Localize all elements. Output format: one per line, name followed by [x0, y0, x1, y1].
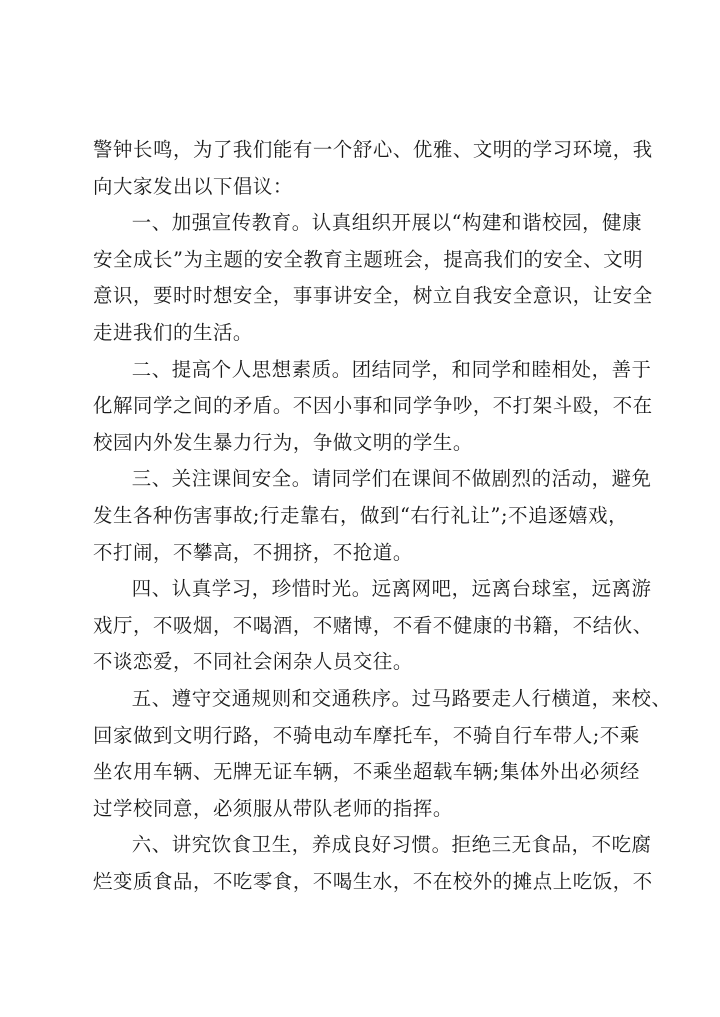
text-line: 化解同学之间的矛盾。不因小事和同学争吵，不打架斗殴，不在: [93, 394, 653, 418]
text-line: 烂变质食品，不吃零食，不喝生水，不在校外的摊点上吃饭，不: [93, 869, 653, 893]
document-body: [93, 132, 672, 900]
text-line: 安全成长”为主题的安全教育主题班会，提高我们的安全、文明: [93, 247, 644, 271]
text-line: 不打闹，不攀高，不拥挤，不抢道。: [93, 540, 413, 564]
paragraph-proposal-6: [93, 827, 653, 900]
text-line: 二、提高个人思想素质。团结同学，和同学和睦相处，善于: [131, 357, 652, 381]
text-line: 戏厅，不吸烟，不喝酒，不赌博，不看不健康的书籍，不结伙、: [93, 613, 653, 637]
text-line: 一、加强宣传教育。认真组织开展以“构建和谐校园，健康: [131, 211, 643, 235]
text-line: 警钟长鸣，为了我们能有一个舒心、优雅、文明的学习环境，我: [93, 138, 653, 161]
text-line: 意识，要时时想安全，事事讲安全，树立自我安全意识，让安全: [93, 284, 653, 308]
text-line: 四、认真学习，珍惜时光。远离网吧，远离台球室，远离游: [131, 577, 652, 601]
paragraph-proposal-3: [93, 461, 652, 571]
text-line: 走进我们的生活。: [93, 320, 253, 344]
text-line: 过学校同意，必须服从带队老师的指挥。: [93, 796, 453, 820]
text-line: 三、关注课间安全。请同学们在课间不做剧烈的活动，避免: [131, 467, 652, 491]
paragraph-proposal-2: [93, 352, 653, 462]
text-line: 回家做到文明行路，不骑电动车摩托车，不骑自行车带人;不乘: [93, 723, 640, 747]
text-line: 五、遵守交通规则和交通秩序。过马路要走人行横道，来校、: [131, 686, 672, 710]
text-line: 校园内外发生暴力行为，争做文明的学生。: [93, 430, 473, 454]
paragraph-proposal-1: [93, 205, 653, 351]
paragraph-proposal-4: [93, 571, 653, 681]
text-line: 不谈恋爱，不同社会闲杂人员交往。: [93, 650, 413, 674]
text-line: 六、讲究饮食卫生，养成良好习惯。拒绝三无食品，不吃腐: [131, 833, 652, 857]
text-line: 向大家发出以下倡议：: [93, 174, 293, 198]
paragraph-intro: [93, 132, 653, 205]
text-line: 发生各种伤害事故;行走靠右，做到“右行礼让”;不追逐嬉戏，: [93, 503, 629, 527]
text-line: 坐农用车辆、无牌无证车辆，不乘坐超载车辆;集体外出必须经: [93, 760, 640, 784]
paragraph-proposal-5: [93, 681, 672, 827]
